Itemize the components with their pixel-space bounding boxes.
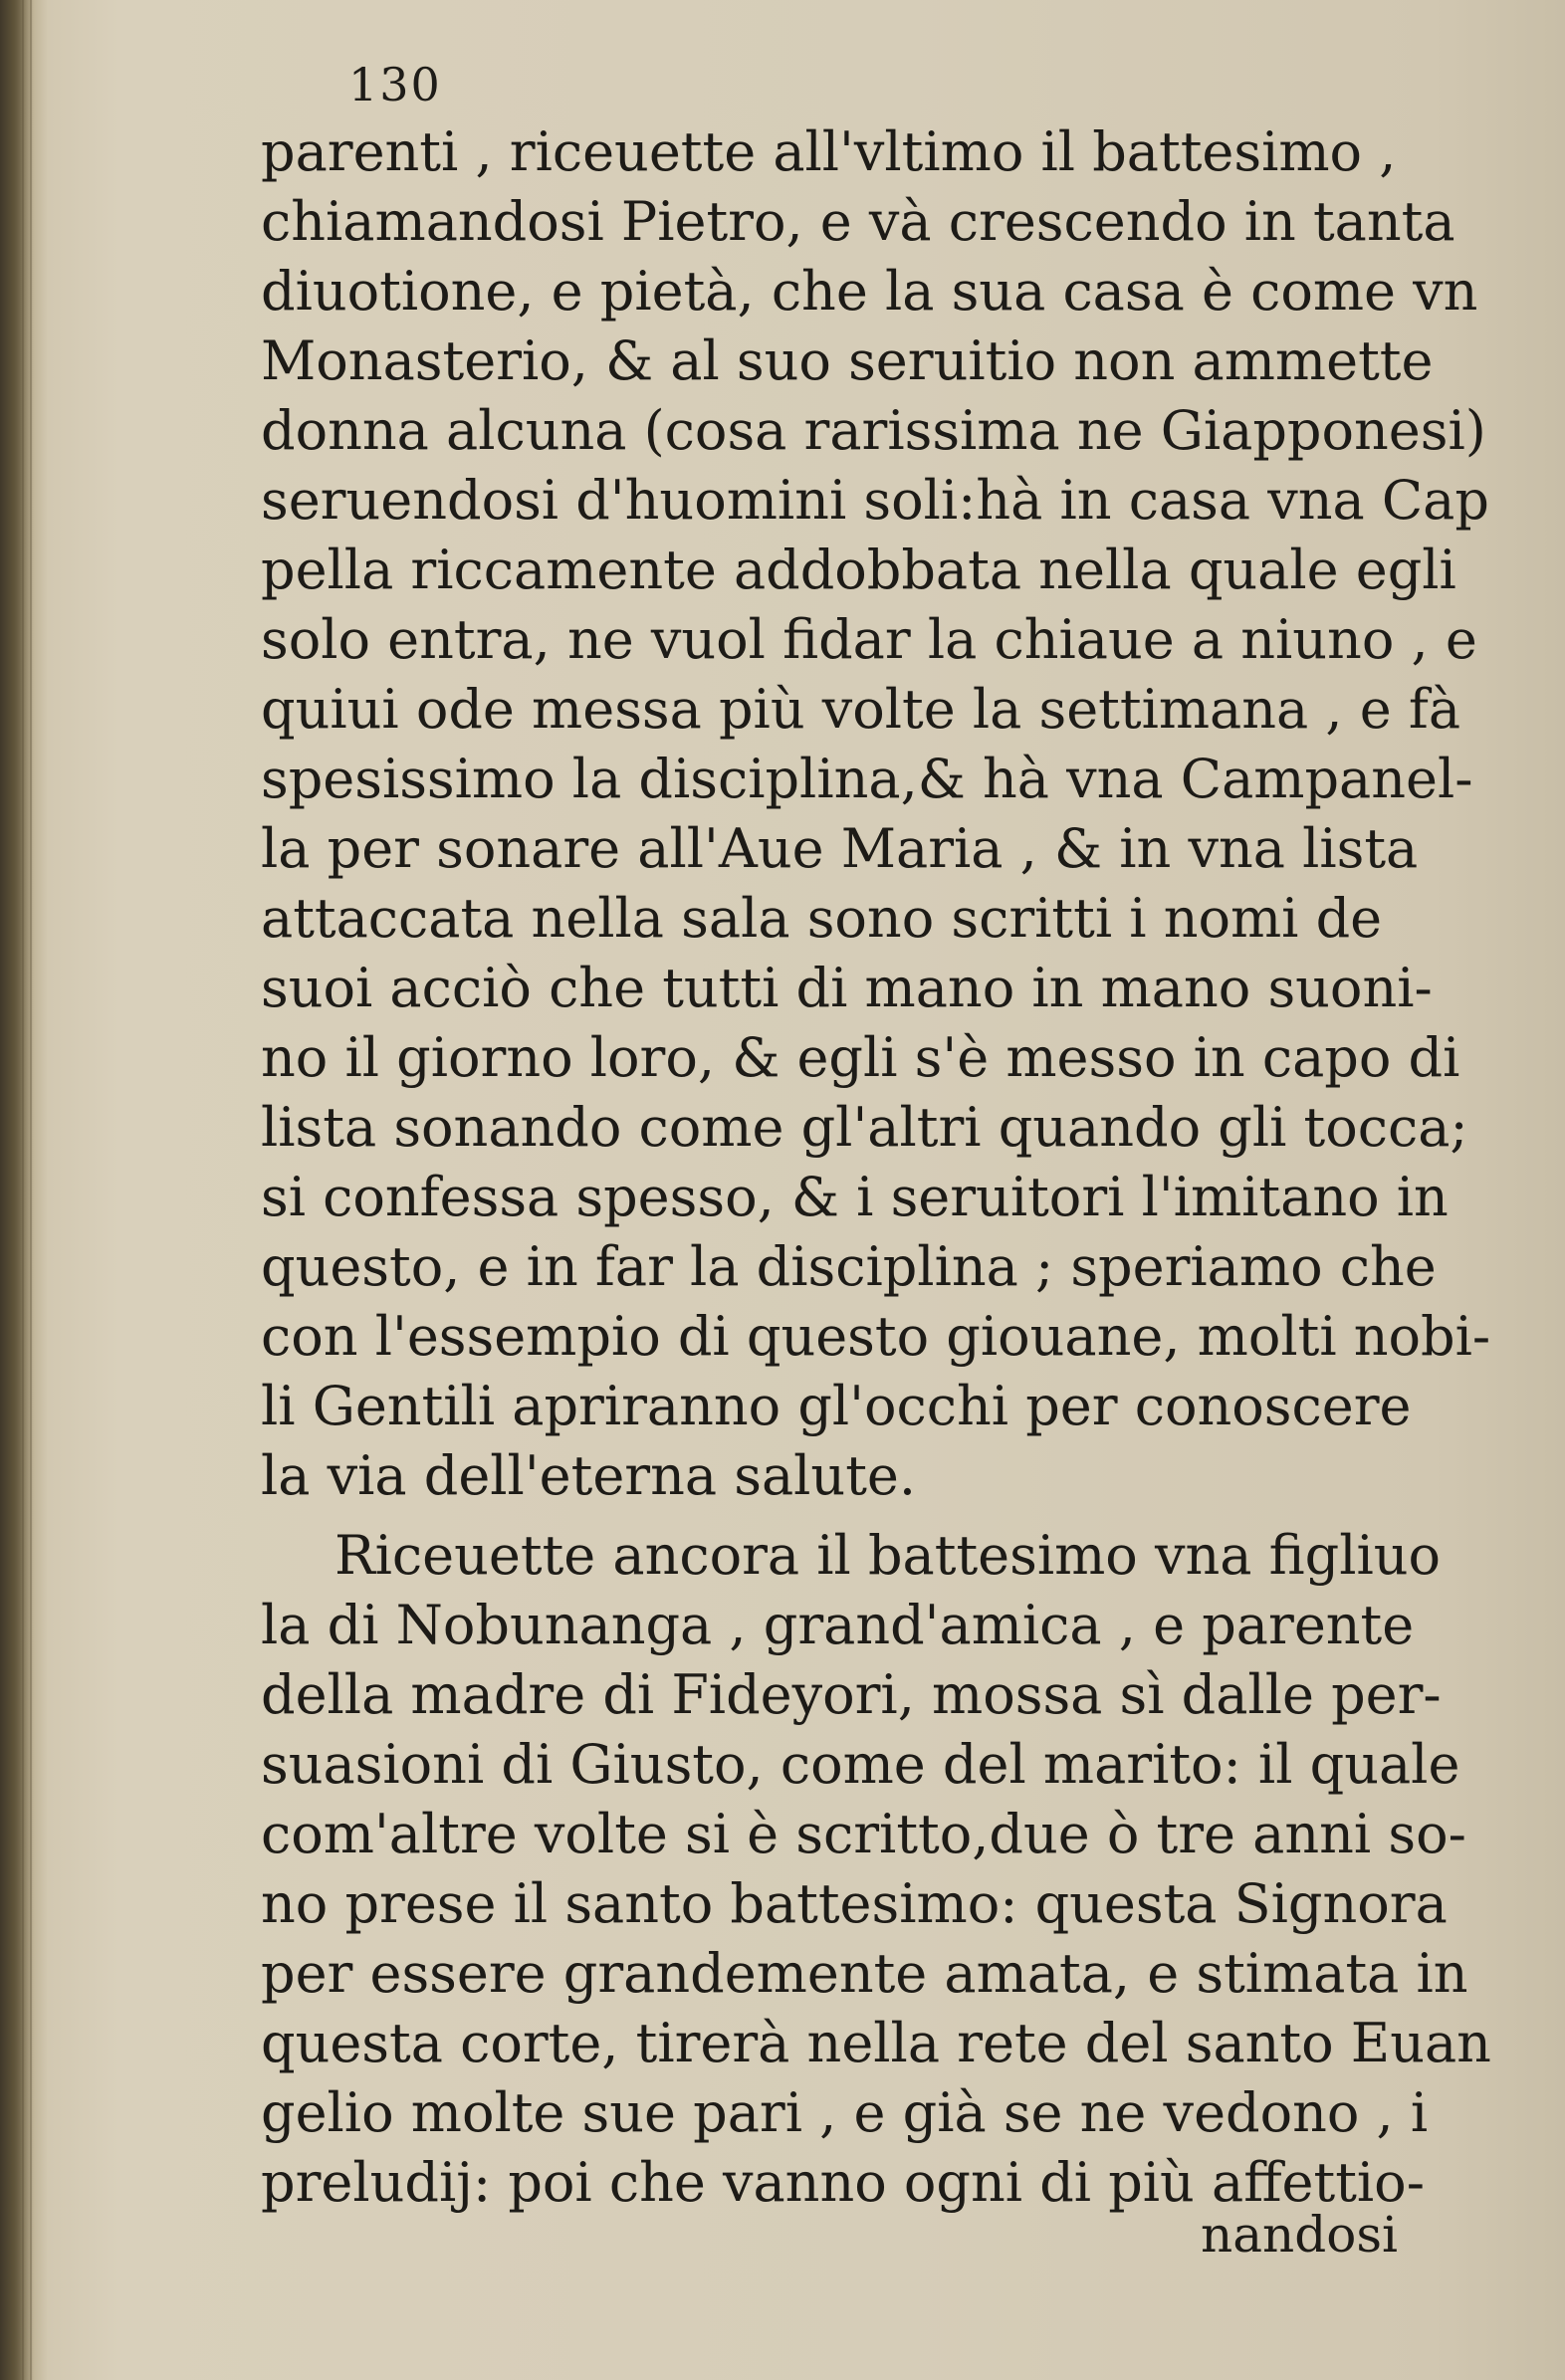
- text-line: chiamandosi Pietro, e và crescendo in tanta: [261, 190, 1455, 253]
- text-line: lista sonando come gl'altri quando gli tocca;: [261, 1096, 1468, 1159]
- catchword: nandosi: [1201, 2206, 1398, 2264]
- text-line: quiui ode messa più volte la settimana , e fà: [261, 678, 1461, 741]
- text-line: attaccata nella sala sono scritti i nomi de: [261, 887, 1383, 950]
- text-line: con l'essempio di questo giouane, molti nobi-: [261, 1305, 1491, 1368]
- text-line: parenti , riceuette all'vltimo il battesimo ,: [261, 120, 1397, 183]
- text-line: diuotione, e pietà, che la sua casa è come vn: [261, 260, 1478, 323]
- text-line: la di Nobunanga , grand'amica , e parente: [261, 1594, 1415, 1656]
- text-line: per essere grandemente amata, e stimata in: [261, 1942, 1468, 2005]
- page-edge-line: [22, 0, 24, 2380]
- text-line: seruendosi d'huomini soli:hà in casa vna Cap: [261, 469, 1489, 532]
- text-line: la via dell'eterna salute.: [261, 1444, 917, 1507]
- page-number: 130: [348, 58, 442, 111]
- text-line: donna alcuna (cosa rarissima ne Giapponesi): [261, 399, 1486, 462]
- text-line: spesissimo la disciplina,& hà vna Campanel-: [261, 748, 1473, 810]
- text-line: no il giorno loro, & egli s'è messo in capo di: [261, 1026, 1460, 1089]
- text-line: questa corte, tirerà nella rete del santo Euan: [261, 2012, 1491, 2074]
- text-line: della madre di Fideyori, mossa sì dalle per-: [261, 1663, 1442, 1726]
- text-line: suoi acciò che tutti di mano in mano suoni-: [261, 957, 1433, 1019]
- text-line: preludij: poi che vanno ogni di più affettio-: [261, 2151, 1425, 2214]
- text-line-paragraph-start: Riceuette ancora il battesimo vna figliuo: [335, 1524, 1442, 1587]
- text-line: gelio molte sue pari , e già se ne vedono , i: [261, 2081, 1429, 2144]
- text-line: si confessa spesso, & i seruitori l'imitano in: [261, 1166, 1449, 1228]
- text-line: no prese il santo battesimo: questa Signora: [261, 1872, 1448, 1935]
- text-line: solo entra, ne vuol fidar la chiaue a niuno , e: [261, 608, 1477, 671]
- text-line: questo, e in far la disciplina ; speriamo che: [261, 1235, 1437, 1298]
- text-line: Monasterio, & al suo seruitio non ammette: [261, 329, 1434, 392]
- book-gutter: [0, 0, 34, 2380]
- text-line: li Gentili apriranno gl'occhi per conoscere: [261, 1375, 1412, 1437]
- page-edge-line: [30, 0, 32, 2380]
- text-line: suasioni di Giusto, come del marito: il quale: [261, 1733, 1460, 1796]
- text-line: com'altre volte si è scritto,due ò tre anni so-: [261, 1803, 1466, 1865]
- text-line: la per sonare all'Aue Maria , & in vna lista: [261, 817, 1419, 880]
- text-line: pella riccamente addobbata nella quale egli: [261, 539, 1456, 601]
